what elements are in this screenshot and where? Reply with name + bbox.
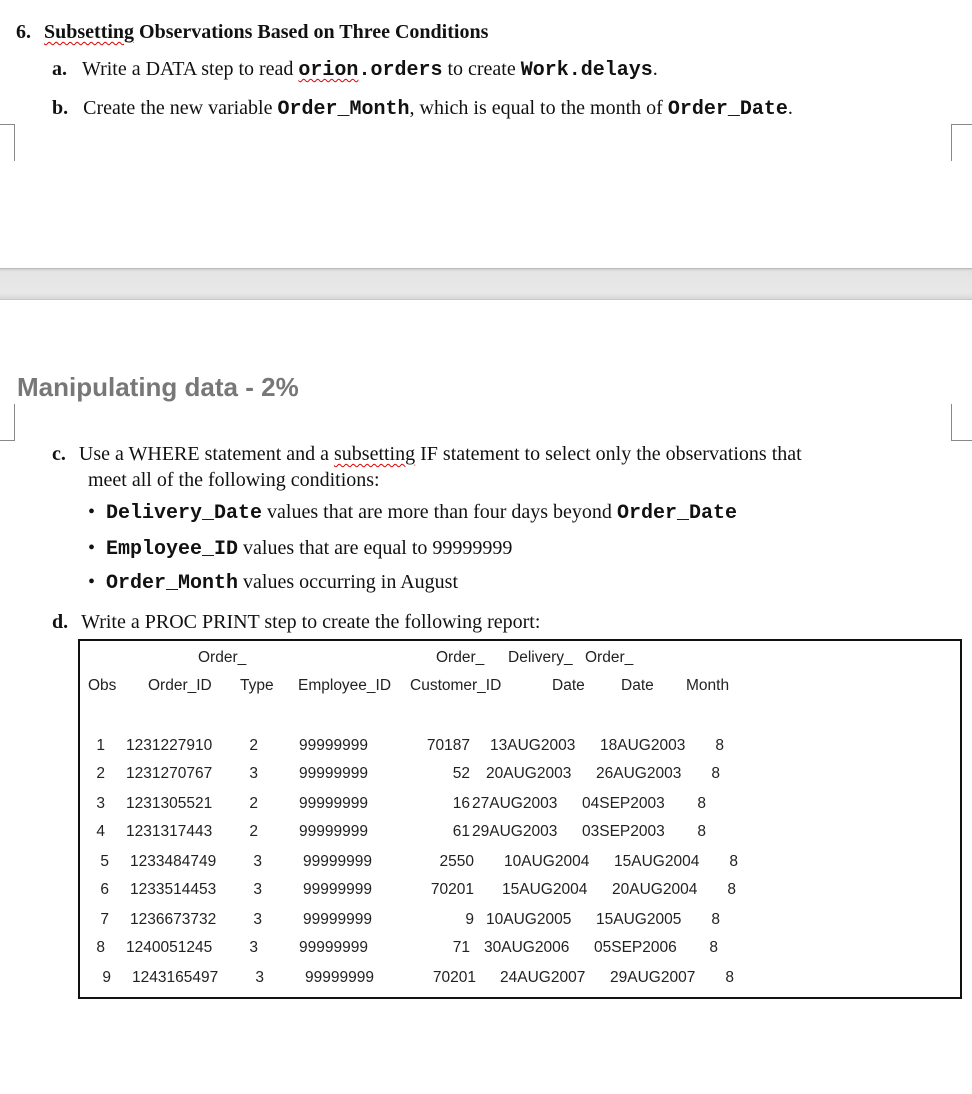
row-2-month: 8 — [711, 765, 720, 782]
row-1-delivery-date: 13AUG2003 — [490, 737, 576, 754]
row-1-order-id: 1231227910 — [126, 737, 213, 754]
bullet-3 — [88, 571, 458, 595]
row-9-type: 3 — [255, 969, 264, 986]
step-a-label: a. — [52, 58, 67, 80]
header-top-customer: Order_ — [436, 649, 485, 666]
row-4-order-id: 1231317443 — [126, 823, 213, 840]
row-4-customer-id: 61 — [452, 823, 470, 840]
code-order-date-2: Order_Date — [616, 502, 737, 525]
bullet-1 — [88, 501, 737, 525]
header-top-order-date: Order_ — [585, 649, 634, 666]
step-c — [52, 443, 802, 466]
row-4-employee-id: 99999999 — [299, 823, 368, 840]
header-customer-id: Customer_ID — [410, 677, 502, 694]
header-order-id: Order_ID — [148, 677, 212, 694]
crop-mark-top-left — [0, 124, 15, 161]
code-delivery-date: Delivery_Date — [106, 502, 263, 525]
row-6-obs: 6 — [100, 881, 109, 898]
page-gap — [0, 268, 972, 300]
row-2-obs: 2 — [96, 765, 105, 782]
row-8-employee-id: 99999999 — [299, 939, 368, 956]
row-8-obs: 8 — [96, 939, 105, 956]
step-a — [52, 58, 658, 82]
step-c-label: c. — [52, 443, 66, 465]
row-4-order-date: 03SEP2003 — [582, 823, 665, 840]
row-9-order-id: 1243165497 — [132, 969, 219, 986]
row-9-delivery-date: 24AUG2007 — [500, 969, 586, 986]
row-9-customer-id: 70201 — [432, 969, 476, 986]
row-2-employee-id: 99999999 — [299, 765, 368, 782]
row-5-delivery-date: 10AUG2004 — [504, 853, 590, 870]
step-d-label: d. — [52, 611, 69, 633]
row-6-order-id: 1233514453 — [130, 881, 217, 898]
row-3-order-date: 04SEP2003 — [582, 795, 665, 812]
code-employee-id: Employee_ID — [106, 538, 239, 561]
crop-mark-top-right — [951, 124, 972, 161]
exercise-heading — [16, 21, 488, 44]
header-order-month: Month — [686, 677, 730, 694]
row-4-obs: 4 — [96, 823, 105, 840]
header-employee-id: Employee_ID — [298, 677, 392, 694]
heading-text: Observations Based on Three Conditions — [134, 21, 489, 43]
crop-mark-mid-left — [0, 404, 15, 441]
step-a-text: Write a DATA step to read — [82, 58, 299, 80]
row-3-delivery-date: 27AUG2003 — [472, 795, 558, 812]
row-5-month: 8 — [729, 853, 738, 870]
row-6-customer-id: 70201 — [430, 881, 474, 898]
header-top-delivery: Delivery_ — [508, 649, 573, 666]
row-2-order-date: 26AUG2003 — [596, 765, 682, 782]
code-orion: orion — [298, 59, 359, 82]
row-4-type: 2 — [249, 823, 258, 840]
code-order-month-2: Order_Month — [106, 572, 239, 595]
row-5-employee-id: 99999999 — [303, 853, 372, 870]
step-a-period: . — [652, 58, 658, 80]
row-8-order-id: 1240051245 — [126, 939, 213, 956]
bullet-1-dot: • — [88, 501, 96, 523]
bullet-2 — [88, 537, 512, 561]
row-9-order-date: 29AUG2007 — [610, 969, 696, 986]
row-8-month: 8 — [709, 939, 718, 956]
bullet-2-dot: • — [88, 537, 96, 559]
crop-mark-mid-right — [951, 404, 972, 441]
exercise-number: 6. — [16, 21, 31, 43]
step-b-label: b. — [52, 97, 69, 119]
row-5-customer-id: 2550 — [439, 853, 474, 870]
bullet-3-dot: • — [88, 571, 96, 593]
row-1-employee-id: 99999999 — [299, 737, 368, 754]
bullet-1-text: values that are more than four days beyond — [262, 501, 617, 523]
row-3-obs: 3 — [96, 795, 105, 812]
code-orders: .orders — [358, 59, 443, 82]
header-obs: Obs — [88, 677, 117, 694]
row-1-order-date: 18AUG2003 — [600, 737, 686, 754]
bullet-3-text: values occurring in August — [238, 571, 459, 593]
row-3-employee-id: 99999999 — [299, 795, 368, 812]
row-8-order-date: 05SEP2006 — [594, 939, 677, 956]
row-8-delivery-date: 30AUG2006 — [484, 939, 570, 956]
row-9-obs: 9 — [102, 969, 111, 986]
row-5-obs: 5 — [100, 853, 109, 870]
step-c-text2: IF statement to select only the observations that — [415, 443, 802, 465]
row-7-customer-id: 9 — [465, 911, 474, 928]
row-2-type: 3 — [249, 765, 258, 782]
row-8-type: 3 — [249, 939, 258, 956]
step-d — [52, 611, 540, 634]
step-d-text: Write a PROC PRINT step to create the following report: — [81, 611, 541, 633]
bullet-2-text: values that are equal to 99999999 — [238, 537, 513, 559]
row-7-obs: 7 — [100, 911, 109, 928]
row-3-month: 8 — [697, 795, 706, 812]
row-7-order-date: 15AUG2005 — [596, 911, 682, 928]
row-8-customer-id: 71 — [452, 939, 470, 956]
section-title: Manipulating data - 2% — [17, 372, 299, 402]
row-7-order-id: 1236673732 — [130, 911, 217, 928]
header-order-date: Date — [621, 677, 654, 694]
step-b-text2: , which is equal to the month of — [409, 97, 668, 119]
header-type: Type — [240, 677, 274, 694]
code-work-delays: Work.delays — [520, 59, 653, 82]
row-4-delivery-date: 29AUG2003 — [472, 823, 558, 840]
row-1-month: 8 — [715, 737, 724, 754]
row-2-customer-id: 52 — [452, 765, 470, 782]
row-5-order-id: 1233484749 — [130, 853, 217, 870]
step-a-text2: to create — [442, 58, 521, 80]
row-5-type: 3 — [253, 853, 262, 870]
step-c-misspelled-word: subsetting — [334, 443, 416, 465]
heading-misspelled-word: Subsetting — [44, 21, 135, 43]
row-1-obs: 1 — [96, 737, 105, 754]
row-6-month: 8 — [727, 881, 736, 898]
row-1-customer-id: 70187 — [426, 737, 470, 754]
row-1-type: 2 — [249, 737, 258, 754]
row-3-order-id: 1231305521 — [126, 795, 213, 812]
row-9-month: 8 — [725, 969, 734, 986]
code-order-month: Order_Month — [277, 98, 410, 121]
row-7-month: 8 — [711, 911, 720, 928]
row-7-employee-id: 99999999 — [303, 911, 372, 928]
header-delivery-date: Date — [552, 677, 585, 694]
row-7-type: 3 — [253, 911, 262, 928]
header-top-order-type: Order_ — [198, 649, 247, 666]
row-6-order-date: 20AUG2004 — [612, 881, 698, 898]
step-b-text: Create the new variable — [83, 97, 278, 119]
step-c-line2: meet all of the following conditions: — [88, 469, 380, 491]
step-b-period: . — [787, 97, 793, 119]
row-6-employee-id: 99999999 — [303, 881, 372, 898]
row-2-order-id: 1231270767 — [126, 765, 213, 782]
row-6-delivery-date: 15AUG2004 — [502, 881, 588, 898]
code-order-date: Order_Date — [667, 98, 788, 121]
row-3-customer-id: 16 — [452, 795, 470, 812]
row-4-month: 8 — [697, 823, 706, 840]
row-2-delivery-date: 20AUG2003 — [486, 765, 572, 782]
row-9-employee-id: 99999999 — [305, 969, 374, 986]
row-3-type: 2 — [249, 795, 258, 812]
row-7-delivery-date: 10AUG2005 — [486, 911, 572, 928]
row-6-type: 3 — [253, 881, 262, 898]
step-b — [52, 97, 793, 121]
row-5-order-date: 15AUG2004 — [614, 853, 700, 870]
step-c-text: Use a WHERE statement and a — [78, 443, 334, 465]
